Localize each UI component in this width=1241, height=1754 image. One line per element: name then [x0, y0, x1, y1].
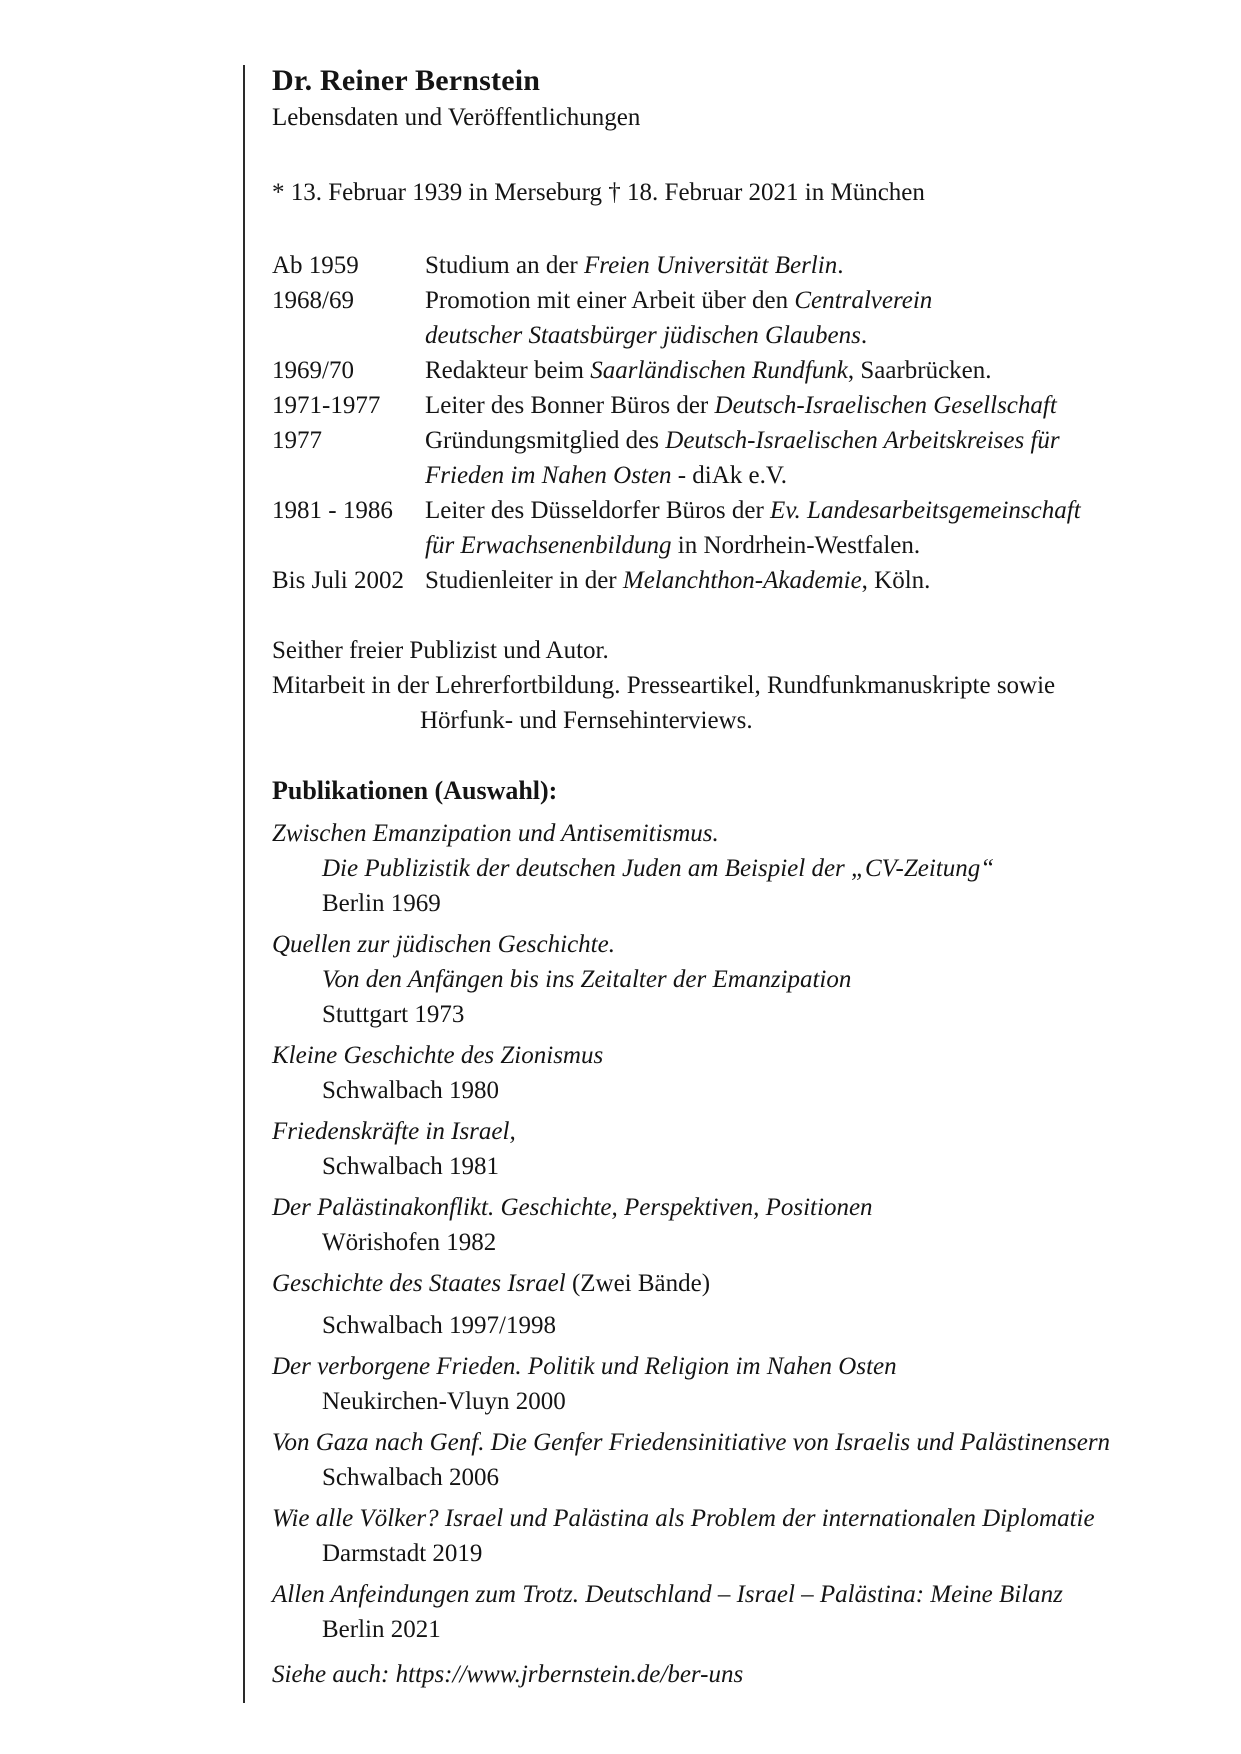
italic-run: Frieden im Nahen Osten: [425, 462, 672, 489]
career-note: [272, 633, 1211, 738]
timeline: [272, 248, 1211, 598]
publication-place: Schwalbach 2006: [322, 1464, 500, 1491]
publication-entry: [272, 1349, 1211, 1419]
timeline-desc: [425, 563, 930, 598]
italic-run: Von Gaza nach Genf. Die Genfer Friedensinitiative von Israelis und Palästinensern: [272, 1429, 1111, 1456]
publication-place: Berlin 1969: [322, 890, 441, 917]
publication-place: Darmstadt 2019: [322, 1540, 483, 1567]
text-run: Leiter des Düsseldorfer Büros der: [425, 497, 771, 524]
publication-title: [272, 1114, 1211, 1149]
italic-run: Kleine Geschichte des Zionismus: [272, 1042, 604, 1069]
publication-title: [272, 1577, 1211, 1612]
document-content: [272, 62, 1211, 1692]
left-margin-rule: [243, 65, 245, 1703]
page-subtitle: Lebensdaten und Veröffentlichungen: [272, 104, 641, 131]
timeline-row: [272, 318, 1211, 353]
italic-run: Der verborgene Frieden. Politik und Religion im Nahen Osten: [272, 1353, 897, 1380]
timeline-date: 1969/70: [272, 357, 354, 384]
italic-run: deutscher Staatsbürger jüdischen Glaubens: [425, 322, 861, 349]
timeline-row: [272, 423, 1211, 458]
italic-run: Wie alle Völker? Israel und Palästina als Problem der internationalen Diplomatie: [272, 1505, 1095, 1532]
career-note-line: Seither freier Publizist und Autor.: [272, 637, 609, 664]
publication-entry: [272, 816, 1211, 921]
timeline-desc: [425, 493, 1081, 528]
timeline-date: 1971-1977: [272, 392, 381, 419]
publication-title: [272, 927, 1211, 962]
career-note-line: Hörfunk- und Fernsehinterviews.: [420, 707, 753, 734]
timeline-desc: [425, 423, 1060, 458]
italic-run: Zwischen Emanzipation und Antisemitismus.: [272, 820, 719, 847]
text-run: Studienleiter in der: [425, 567, 623, 594]
publication-subtitle: Die Publizistik der deutschen Juden am Beispiel der „CV-Zeitung“: [322, 855, 995, 882]
text-run: Promotion mit einer Arbeit über den: [425, 287, 795, 314]
publication-place: Schwalbach 1981: [322, 1153, 500, 1180]
publication-entry: [272, 1190, 1211, 1260]
timeline-row: [272, 528, 1211, 563]
publication-subtitle: Von den Anfängen bis ins Zeitalter der Emanzipation: [322, 966, 852, 993]
publication-entry: [272, 1577, 1211, 1647]
timeline-desc: [425, 353, 992, 388]
career-note-line: Mitarbeit in der Lehrerfortbildung. Presseartikel, Rundfunkmanuskripte sowie: [272, 672, 1056, 699]
page-title: Dr. Reiner Bernstein: [272, 64, 541, 97]
publication-title: [272, 1038, 1211, 1073]
text-run: Leiter des Bonner Büros der: [425, 392, 715, 419]
italic-run: Deutsch-Israelischen Gesellschaft: [714, 392, 1057, 419]
publication-place: Schwalbach 1997/1998: [322, 1312, 556, 1339]
timeline-row: [272, 353, 1211, 388]
text-run: Redakteur beim: [425, 357, 591, 384]
timeline-desc: [425, 388, 1057, 423]
text-run: in Nordrhein-Westfalen.: [671, 532, 921, 559]
timeline-date: Ab 1959: [272, 252, 359, 279]
timeline-row: [272, 283, 1211, 318]
publication-title: [272, 1501, 1211, 1536]
italic-run: Centralverein: [794, 287, 933, 314]
timeline-desc: [425, 248, 843, 283]
publication-title: [272, 1425, 1211, 1460]
italic-run: Saarländischen Rundfunk: [590, 357, 848, 384]
publication-entry: [272, 927, 1211, 1032]
timeline-desc: [425, 283, 932, 318]
italic-run: für Erwachsenenbildung: [425, 532, 672, 559]
timeline-row: [272, 493, 1211, 528]
publication-entry: [272, 1425, 1211, 1495]
italic-run: Deutsch-Israelischen Arbeitskreises für: [665, 427, 1060, 454]
publication-title: [272, 1190, 1211, 1225]
timeline-row: [272, 388, 1211, 423]
text-run: , Saarbrücken.: [847, 357, 992, 384]
italic-run: Allen Anfeindungen zum Trotz. Deutschland – Israel – Palästina: Meine Bilanz: [272, 1581, 1063, 1608]
timeline-date: 1968/69: [272, 287, 354, 314]
timeline-date: [272, 318, 425, 353]
publication-entry: [272, 1266, 1211, 1343]
timeline-date: [272, 458, 425, 493]
publication-title: [272, 1349, 1211, 1384]
vital-dates: * 13. Februar 1939 in Merseburg † 18. Februar 2021 in München: [272, 179, 925, 206]
timeline-desc: [425, 318, 867, 353]
publication-entry: [272, 1038, 1211, 1108]
website-link[interactable]: https://www.jrbernstein.de/ber-uns: [395, 1661, 744, 1688]
italic-run: Freien Universität Berlin: [584, 252, 838, 279]
publication-place: Berlin 2021: [322, 1616, 441, 1643]
see-also-line: [272, 1657, 1211, 1692]
text-run: .: [837, 252, 844, 279]
italic-run: Quellen zur jüdischen Geschichte.: [272, 931, 615, 958]
publication-entry: [272, 1114, 1211, 1184]
text-run: Gründungsmitglied des: [425, 427, 666, 454]
publication-entry: [272, 1501, 1211, 1571]
timeline-date: [272, 528, 425, 563]
publication-place: Schwalbach 1980: [322, 1077, 500, 1104]
publication-place: Neukirchen-Vluyn 2000: [322, 1388, 566, 1415]
timeline-row: [272, 248, 1211, 283]
timeline-date: 1981 - 1986: [272, 497, 393, 524]
timeline-date: 1977: [272, 427, 322, 454]
timeline-row: [272, 458, 1211, 493]
timeline-desc: [425, 528, 920, 563]
italic-run: Der Palästinakonflikt. Geschichte, Perspektiven, Positionen: [272, 1194, 873, 1221]
see-also-label: Siehe auch:: [272, 1661, 396, 1688]
italic-run: Friedenskräfte in Israel,: [272, 1118, 516, 1145]
italic-run: Geschichte des Staates Israel: [272, 1270, 566, 1297]
publication-title: [272, 1266, 1211, 1301]
italic-run: Melanchthon-Akademie: [622, 567, 862, 594]
timeline-row: [272, 563, 1211, 598]
publication-title: [272, 816, 1211, 851]
text-run: , Köln.: [861, 567, 931, 594]
text-run: - diAk e.V.: [671, 462, 787, 489]
text-run: .: [860, 322, 868, 349]
publication-place: Stuttgart 1973: [322, 1001, 465, 1028]
publication-place: Wörishofen 1982: [322, 1229, 497, 1256]
text-run: Studium an der: [425, 252, 585, 279]
text-run: (Zwei Bände): [565, 1270, 711, 1297]
publications-heading: Publikationen (Auswahl):: [272, 776, 558, 805]
timeline-date: Bis Juli 2002: [272, 567, 404, 594]
timeline-desc: [425, 458, 787, 493]
italic-run: Ev. Landesarbeitsgemeinschaft: [770, 497, 1081, 524]
